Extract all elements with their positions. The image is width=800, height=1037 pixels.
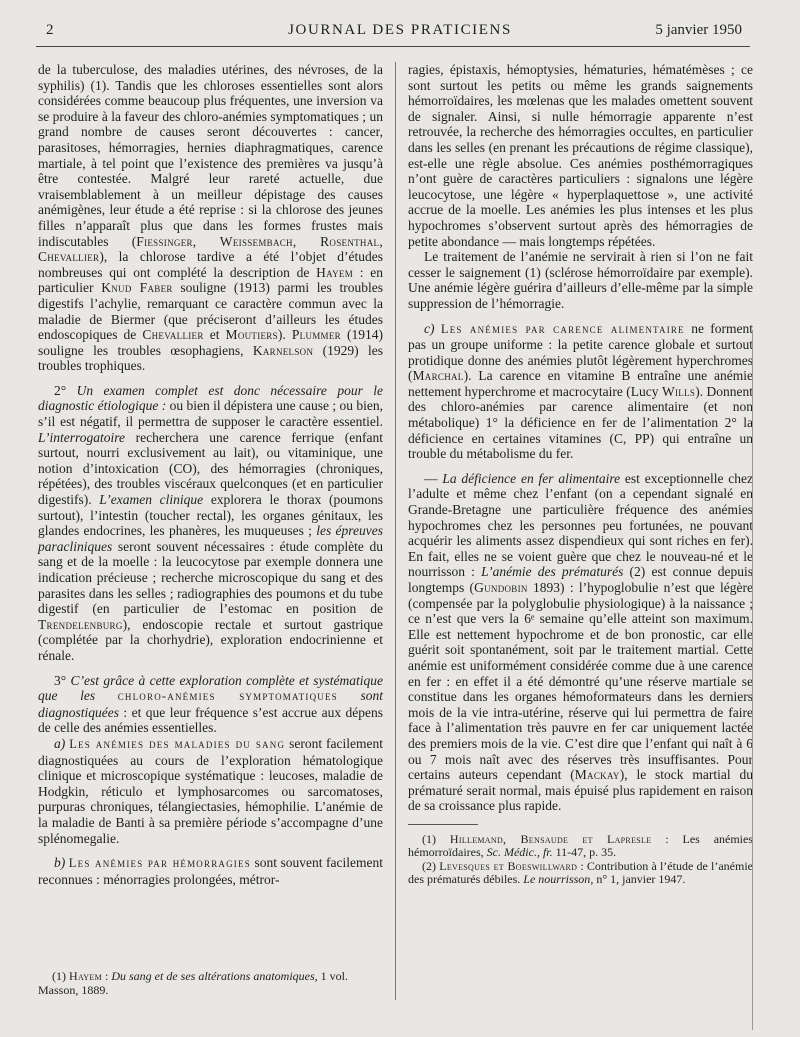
left-column <box>38 62 383 887</box>
left-footnote-1: (1) Hayem : Du sang et de ses altérations anatomiques, 1 vol. Masson, 1889. <box>38 969 349 997</box>
page-number: 2 <box>46 22 54 38</box>
right-column <box>408 62 753 887</box>
left-paragraph-1: de la tuberculose, des maladies utérines, des névroses, de la syphilis) (1). Tandis que les chloroses essentielles sont alors considérées comme beaucoup plus fréquentes, une inversion va se produire à la faveur des chloro-anémies symptomatiques ; un grand nombre de causes seront découvertes : cancer, parasitoses, hémorragies, hernies diaphragmatiques, carence martiale, à tel point que l’existence des premières va jusqu’à être contestée. Malgré leur rareté actuelle, due vraisemblablement à un meilleur dépistage des causes anémigènes, leur étude a été reprise : si la chlorose des jeunes filles n’apparaît plus que dans les formes frustes mais indiscutables (Fiessinger, Weissembach, Rosenthal, Chevallier), la chlorose tardive a été l’objet d’études nombreuses qui ont complété la description de Hayem : en particulier Knud Faber souligne (1913) parmi les troubles digestifs l’achylie, remarquant ce caractère commun avec la maladie de Biermer (que préciseront d’ailleurs les études endoscopiques de Chevallier et Moutiers). Plummer (1914) souligne les troubles œsophagiens, Karnelson (1929) les troubles trophiques. <box>38 62 384 374</box>
right-paragraph-1: ragies, épistaxis, hémoptysies, hématuries, hématémèses ; ce sont surtout les petits ou même les grands saignements hémorroïdaires, les mœlenas que les malades omettent souvent de signaler. Ainsi, si nulle hémorragie apparente n’est retrouvée, la recherche des hémorragies occultes, en particulier dans les selles (en prenant les précautions de régime classique), est-elle une règle absolue. Ces anémies posthémorragiques n’ont guère de caractères particuliers : signalons une légère leucocytose, une légère « hyperplaquettose », une activité accrue de la moelle. Les anémies les plus intenses et les plus hypochromes s’observent surtout après des hémorragies de petite abondance — mais longtemps répétées. <box>408 62 753 249</box>
page-edge-line <box>752 330 753 1030</box>
right-footnote-2: (2) Levesques et Boeswillward : Contribution à l’étude de l’anémie des prématurés débiles. Le nourrisson, n° 1, janvier 1947. <box>408 858 753 887</box>
right-paragraph-4: — La déficience en fer alimentaire est exceptionnelle chez l’adulte et même chez l’enfant (on a cependant signalé en Grande-Bretagne une particulière fréquence des anémies hypochromes chez les personnes peu fortunées, ne pouvant acquérir les aliments assez dispendieux qui sont riches en fer). En fait, elles ne se voient guère que chez le nouveau-né et le nourrisson : L’anémie des prématurés (2) est connue depuis longtemps (Gundobin 1893) : l’hypoglobulie n’est que légère (compensée par la polyglobulie physiologique) à la naissance ; ce n’est que vers la 6ᵉ semaine qu’elle atteint son maximum. Elle est nettement hypochrome et de bon pronostic, car elle guérit soit spontanément, soit par le traitement martial. Cette anémie est uniformément considérée comme due à une carence en fer : en effet il a été démontré qu’une réserve martiale se constitue dans les organes hémoformateurs dans les derniers mois de la vie intra-utérine, réserve qui lui permettra de faire face à l’alimentation très pauvre en fer car uniquement lactée des premiers mois de la vie. C’est dire que l’enfant qui naît à 6 ou 7 mois naît avec des réserves très insuffisantes. Pour certains auteurs cependant (Mackay), le stock martial du prématuré serait normal, mais épuisé plus rapidement en raison de sa croissance plus rapide. <box>408 470 754 814</box>
column-divider <box>395 62 396 1000</box>
right-paragraph-3: c) Les anémies par carence alimentaire ne forment pas un groupe uniforme : la petite carence globale et surtout protidique donne des anémies plutôt légèrement hyperchromes (Marchal). La carence en vitamine B entraîne une anémie nettement hyperchrome et macrocytaire (Lucy Wills). Donnent des chloro-anémies par carence alimentaire (et non métabolique) 1° la déficience en fer de l’alimentation 2° la déficience en certaines vitamines (C, PP) qui entraîne un trouble du métabolisme du fer. <box>408 320 754 462</box>
footnote-rule <box>408 824 478 825</box>
header-rule <box>36 46 750 47</box>
left-paragraph-5: b) Les anémies par hémorragies sont souvent facilement reconnues : ménorragies prolongées, métror- <box>38 855 384 887</box>
left-footnotes <box>38 970 383 997</box>
journal-title: JOURNAL DES PRATICIENS <box>288 22 512 38</box>
issue-date: 5 janvier 1950 <box>655 22 742 38</box>
right-footnote-1: (1) Hillemand, Bensaude et Lapresle : Les anémies hémorroïdaires, Sc. Médic., fr. 11-47, p. 35. <box>408 831 754 860</box>
left-paragraph-3: 3° C’est grâce à cette exploration complète et systématique que les chloro-anémies symptomatiques sont diagnostiquées : et que leur fréquence s’est accrue aux dépens de celle des anémies essentielles. <box>38 672 384 736</box>
left-paragraph-4: a) Les anémies des maladies du sang seront facilement diagnostiquées au cours de l’exploration hématologique clinique et microscopique systématique : leucoses, maladie de Hodgkin, réticulo et lymphosarcomes ou sarcomatoses, purpuras chroniques, télangiectasies, hémophilie. L’anémie de la maladie de Banti à sa première période s’accompagne d’une splénomegalie. <box>38 735 384 846</box>
right-paragraph-2: Le traitement de l’anémie ne servirait à rien si l’on ne fait cesser le saignement (1) (sclérose hémorroïdaire par exemple). Une anémie légère guérira d’ailleurs d’elle-même par la simple suppression de l’hémorragie. <box>408 249 753 311</box>
left-paragraph-2: 2° Un examen complet est donc nécessaire pour le diagnostic étiologique : ou bien il dépistera une cause ; ou bien, s’il est négatif, il permettra de supposer le caractère essentiel. L’interrogatoire recherchera une carence ferrique (enfant surtout, nourri exclusivement au lait), ou vitaminique, une notion d’intoxication (CO), des hémorragies (chroniques, répétées), des troubles viscéraux quelconques (et en particulier digestifs). L’examen clinique explorera le thorax (poumons surtout), l’intestin (toucher rectal), les organes génitaux, les glandes endocrines, les phanères, les muqueuses ; les épreuves paracliniques seront souvent nécessaires : étude complète du sang et de la moelle : la leucocytose par exemple donnera une indication précieuse ; recherche microscopique du sang et des parasites dans les selles ; radiographies des poumons et du tube digestif (en particulier de l’estomac en position de Trendelenburg), endoscopie rectale et surtout gastrique (complétée par la chorhydrie), exploration endocrinienne et rénale. <box>38 382 383 663</box>
